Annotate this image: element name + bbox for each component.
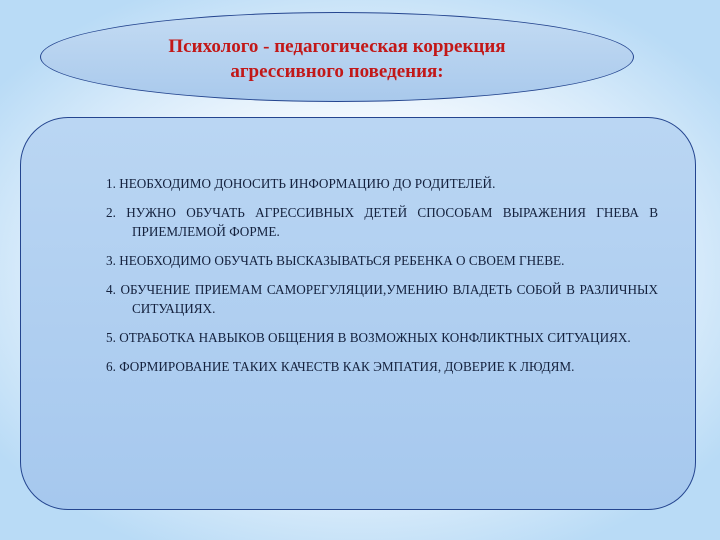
- recommendations-list: [106, 174, 658, 386]
- list-item: 3. НЕОБХОДИМО ОБУЧАТЬ ВЫСКАЗЫВАТЬСЯ РЕБЕНКА О СВОЕМ ГНЕВЕ.: [106, 253, 565, 268]
- list-item: 4. ОБУЧЕНИЕ ПРИЕМАМ САМОРЕГУЛЯЦИИ,УМЕНИЮ ВЛАДЕТЬ СОБОЙ В РАЗЛИЧНЫХ СИТУАЦИЯХ.: [106, 282, 658, 316]
- list-item: 1. НЕОБХОДИМО ДОНОСИТЬ ИНФОРМАЦИЮ ДО РОДИТЕЛЕЙ.: [106, 176, 496, 191]
- slide-title-line-1: Психолого - педагогическая коррекция: [168, 36, 506, 57]
- list-item: 5. ОТРАБОТКА НАВЫКОВ ОБЩЕНИЯ В ВОЗМОЖНЫХ КОНФЛИКТНЫХ СИТУАЦИЯХ.: [106, 330, 631, 345]
- list-item: 6. ФОРМИРОВАНИЕ ТАКИХ КАЧЕСТВ КАК ЭМПАТИЯ, ДОВЕРИЕ К ЛЮДЯМ.: [106, 359, 575, 374]
- slide-title: [40, 34, 634, 84]
- list-item: 2. НУЖНО ОБУЧАТЬ АГРЕССИВНЫХ ДЕТЕЙ СПОСОБАМ ВЫРАЖЕНИЯ ГНЕВА В ПРИЕМЛЕМОЙ ФОРМЕ.: [106, 205, 658, 239]
- slide-title-line-2: агрессивного поведения:: [230, 61, 444, 82]
